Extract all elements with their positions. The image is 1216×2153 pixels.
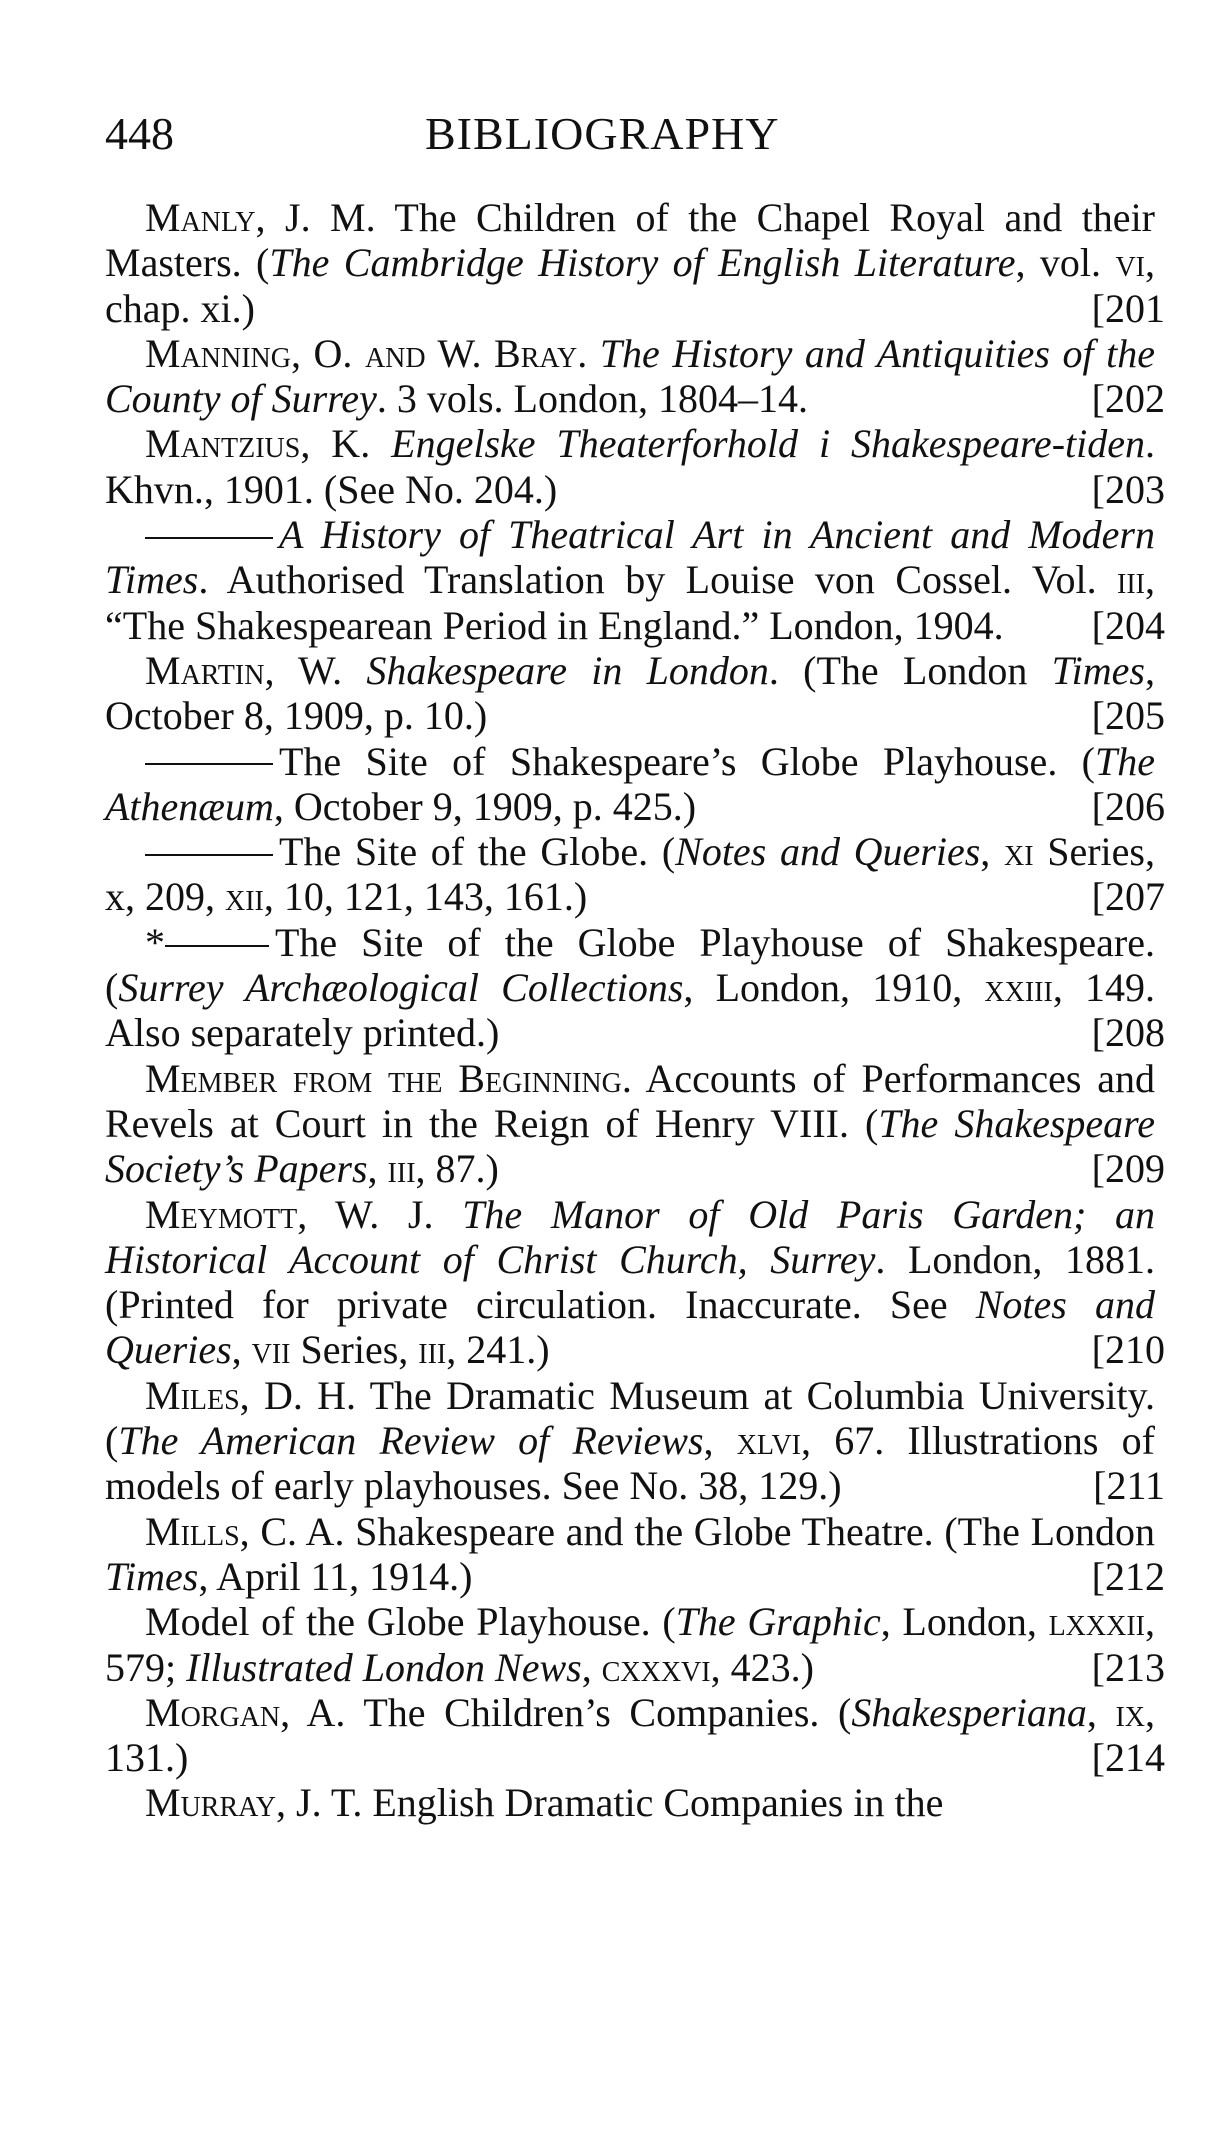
- entry-text: . Khvn., 1901. (See No. 204.): [105, 421, 1155, 512]
- entry-text: , London,: [880, 1599, 1049, 1645]
- bibliography-entry: [105, 920, 1165, 1056]
- entry-number: [213: [1091, 1644, 1165, 1690]
- work-title: Notes and Queries: [675, 829, 981, 875]
- entry-number: [209: [1091, 1146, 1165, 1192]
- author-name: Meymott: [145, 1191, 298, 1237]
- entry-text: W.: [425, 330, 495, 376]
- work-title: The Cambridge History of English Literature: [269, 240, 1016, 286]
- entry-number: [203: [1091, 466, 1165, 512]
- author-name: ix: [1115, 1689, 1146, 1735]
- entry-text: Model of the Globe Playhouse. (: [145, 1599, 676, 1645]
- entry-text: , 87.): [415, 1146, 499, 1192]
- entry-text: .: [577, 330, 600, 376]
- entry-text: , chap. xi.): [105, 240, 1155, 331]
- entry-text: , 67. Illustrations of models of early playhouses. See No. 38, 129.): [105, 1418, 1155, 1509]
- entry-text: , J. M. The Children of the Chapel Royal and their Masters. (: [105, 195, 1155, 286]
- bibliography-entry: [105, 195, 1165, 331]
- bibliography-entry: [105, 331, 1165, 422]
- entry-text: . London, 1881. (Printed for private circulation. Inaccurate. See: [105, 1236, 1156, 1328]
- entry-text: , October 9, 1909, p. 425.): [273, 783, 697, 829]
- work-title: A History of Theatrical Art in Ancient and Modern Times: [105, 512, 1155, 603]
- ditto-dash: [145, 854, 273, 856]
- work-title: Shakesperiana: [851, 1689, 1087, 1735]
- bibliography-entry: [105, 1509, 1165, 1600]
- entry-text: , 10, 121, 143, 161.): [263, 874, 588, 920]
- entry-text: , 423.): [710, 1644, 814, 1690]
- work-title: The Athenæum: [105, 738, 1155, 829]
- entry-text: ,: [1086, 1689, 1116, 1735]
- ditto-dash: [145, 537, 273, 539]
- bibliography-entry: [105, 739, 1165, 830]
- bibliography-list: [105, 195, 1165, 1826]
- author-name: Mantzius: [145, 421, 301, 467]
- entry-text: The Site of Shakespeare’s Globe Playhouse. (: [279, 738, 1095, 784]
- running-title: BIBLIOGRAPHY: [425, 108, 780, 159]
- work-title: Notes and Queries: [105, 1282, 1155, 1373]
- entry-text: , October 8, 1909, p. 10.): [105, 647, 1155, 739]
- entry-text: . 3 vols. London, 1804–14.: [376, 376, 808, 422]
- entry-number: [208: [1091, 1010, 1165, 1056]
- entry-number: [214: [1091, 1735, 1165, 1781]
- entry-number: [202: [1091, 376, 1165, 422]
- bibliography-entry: [105, 829, 1165, 920]
- entry-text: , April 11, 1914.): [198, 1553, 473, 1599]
- author-name: vi: [1115, 240, 1145, 286]
- work-title: The Manor of Old Paris Garden; an Historical Account of Christ Church, Surrey: [105, 1191, 1155, 1282]
- entry-text: , 149. Also separately printed.): [105, 965, 1155, 1056]
- author-name: Mills: [145, 1508, 240, 1554]
- author-name: xlvi: [736, 1418, 802, 1464]
- bibliography-entry: [105, 1690, 1165, 1781]
- entry-text: . Authorised Translation by Louise von Cossel. Vol.: [198, 557, 1118, 603]
- entry-text: ,: [581, 1644, 602, 1690]
- bibliography-entry: [105, 1599, 1165, 1690]
- entry-text: , W.: [264, 647, 367, 693]
- entry-number: [211: [1093, 1463, 1165, 1509]
- ditto-dash: [165, 945, 269, 947]
- author-name: lxxxii: [1048, 1599, 1145, 1645]
- bibliography-entry: [105, 1192, 1165, 1373]
- entry-text: ,: [980, 829, 1004, 875]
- author-name: Bray: [494, 330, 578, 376]
- entry-text: Series, x, 209,: [105, 829, 1155, 920]
- work-title: The Shakespeare Society’s Papers: [105, 1100, 1155, 1192]
- entry-text: The Site of the Globe Playhouse of Shakespeare. (: [105, 919, 1155, 1011]
- work-title: The American Review of Reviews: [118, 1418, 704, 1464]
- author-name: and: [364, 330, 426, 376]
- entry-text: , W. J.: [297, 1191, 463, 1237]
- entry-number: [210: [1091, 1327, 1165, 1373]
- entry-text: . Accounts of Performances and Revels at Court in the Reign of Henry VIII. (: [105, 1055, 1155, 1146]
- page-header: [105, 104, 1165, 164]
- entry-text: , C. A. Shakespeare and the Globe Theatre. (The London: [239, 1508, 1155, 1554]
- author-name: xii: [225, 874, 264, 920]
- author-name: Morgan: [145, 1689, 281, 1735]
- entry-text: ,: [231, 1327, 252, 1373]
- entry-number: [206: [1091, 783, 1165, 829]
- entry-text: , 579;: [105, 1599, 1155, 1690]
- entry-text: , O.: [291, 330, 365, 376]
- bibliography-entry: [105, 421, 1165, 512]
- bibliography-entry: [105, 648, 1165, 739]
- work-title: Times: [105, 1553, 199, 1599]
- author-name: vii: [251, 1327, 291, 1373]
- entry-text: , 241.): [446, 1327, 550, 1373]
- entry-text: , D. H. The Dramatic Museum at Columbia University. (: [105, 1372, 1155, 1464]
- author-name: Martin: [145, 647, 265, 693]
- entry-text: , J. T. English Dramatic Companies in the: [276, 1780, 944, 1826]
- work-title: Times: [1051, 647, 1145, 693]
- entry-number: [212: [1091, 1553, 1165, 1599]
- author-name: Manly: [145, 195, 256, 240]
- ditto-dash: [145, 763, 273, 765]
- entry-text: , A. The Children’s Companies. (: [280, 1689, 852, 1735]
- author-name: Miles: [145, 1372, 240, 1418]
- asterisk-mark: *: [145, 919, 165, 965]
- entry-text: ,: [703, 1418, 737, 1464]
- work-title: The History and Antiquities of the County of Surrey: [105, 330, 1156, 422]
- work-title: The Graphic: [675, 1599, 881, 1645]
- entry-text: , vol.: [1015, 240, 1116, 286]
- author-name: cxxxvi: [601, 1644, 711, 1690]
- entry-text: , 131.): [105, 1689, 1156, 1781]
- work-title: Illustrated London News: [186, 1644, 582, 1690]
- entry-text: Series,: [290, 1327, 419, 1373]
- entry-text: . (The London: [768, 647, 1052, 693]
- entry-number: [204: [1091, 602, 1165, 648]
- author-name: Murray: [145, 1780, 277, 1826]
- bibliography-entry: [105, 1780, 1165, 1825]
- bibliography-entry: [105, 512, 1165, 648]
- bibliography-entry: [105, 1373, 1165, 1509]
- entry-text: , London, 1910,: [683, 965, 985, 1011]
- author-name: iii: [1117, 557, 1145, 603]
- author-name: xxiii: [984, 965, 1053, 1011]
- work-title: Shakespeare in London: [366, 647, 769, 693]
- entry-text: , K.: [300, 421, 392, 467]
- author-name: Member from the Beginning: [145, 1055, 622, 1101]
- entry-text: The Site of the Globe. (: [279, 829, 676, 875]
- author-name: iii: [418, 1327, 447, 1373]
- work-title: Engelske Theaterforhold i Shakespeare-tiden: [391, 421, 1145, 467]
- entry-text: , “The Shakespearean Period in England.” London, 1904.: [105, 557, 1155, 648]
- page-number: 448: [105, 108, 174, 159]
- author-name: Manning: [145, 330, 291, 376]
- author-name: iii: [387, 1146, 416, 1192]
- entry-number: [201: [1091, 285, 1165, 331]
- work-title: Surrey Archæological Collections: [118, 965, 684, 1011]
- entry-text: ,: [367, 1146, 388, 1192]
- bibliography-entry: [105, 1056, 1165, 1192]
- author-name: xi: [1003, 829, 1034, 875]
- entry-number: [207: [1091, 874, 1165, 920]
- entry-number: [205: [1091, 693, 1165, 739]
